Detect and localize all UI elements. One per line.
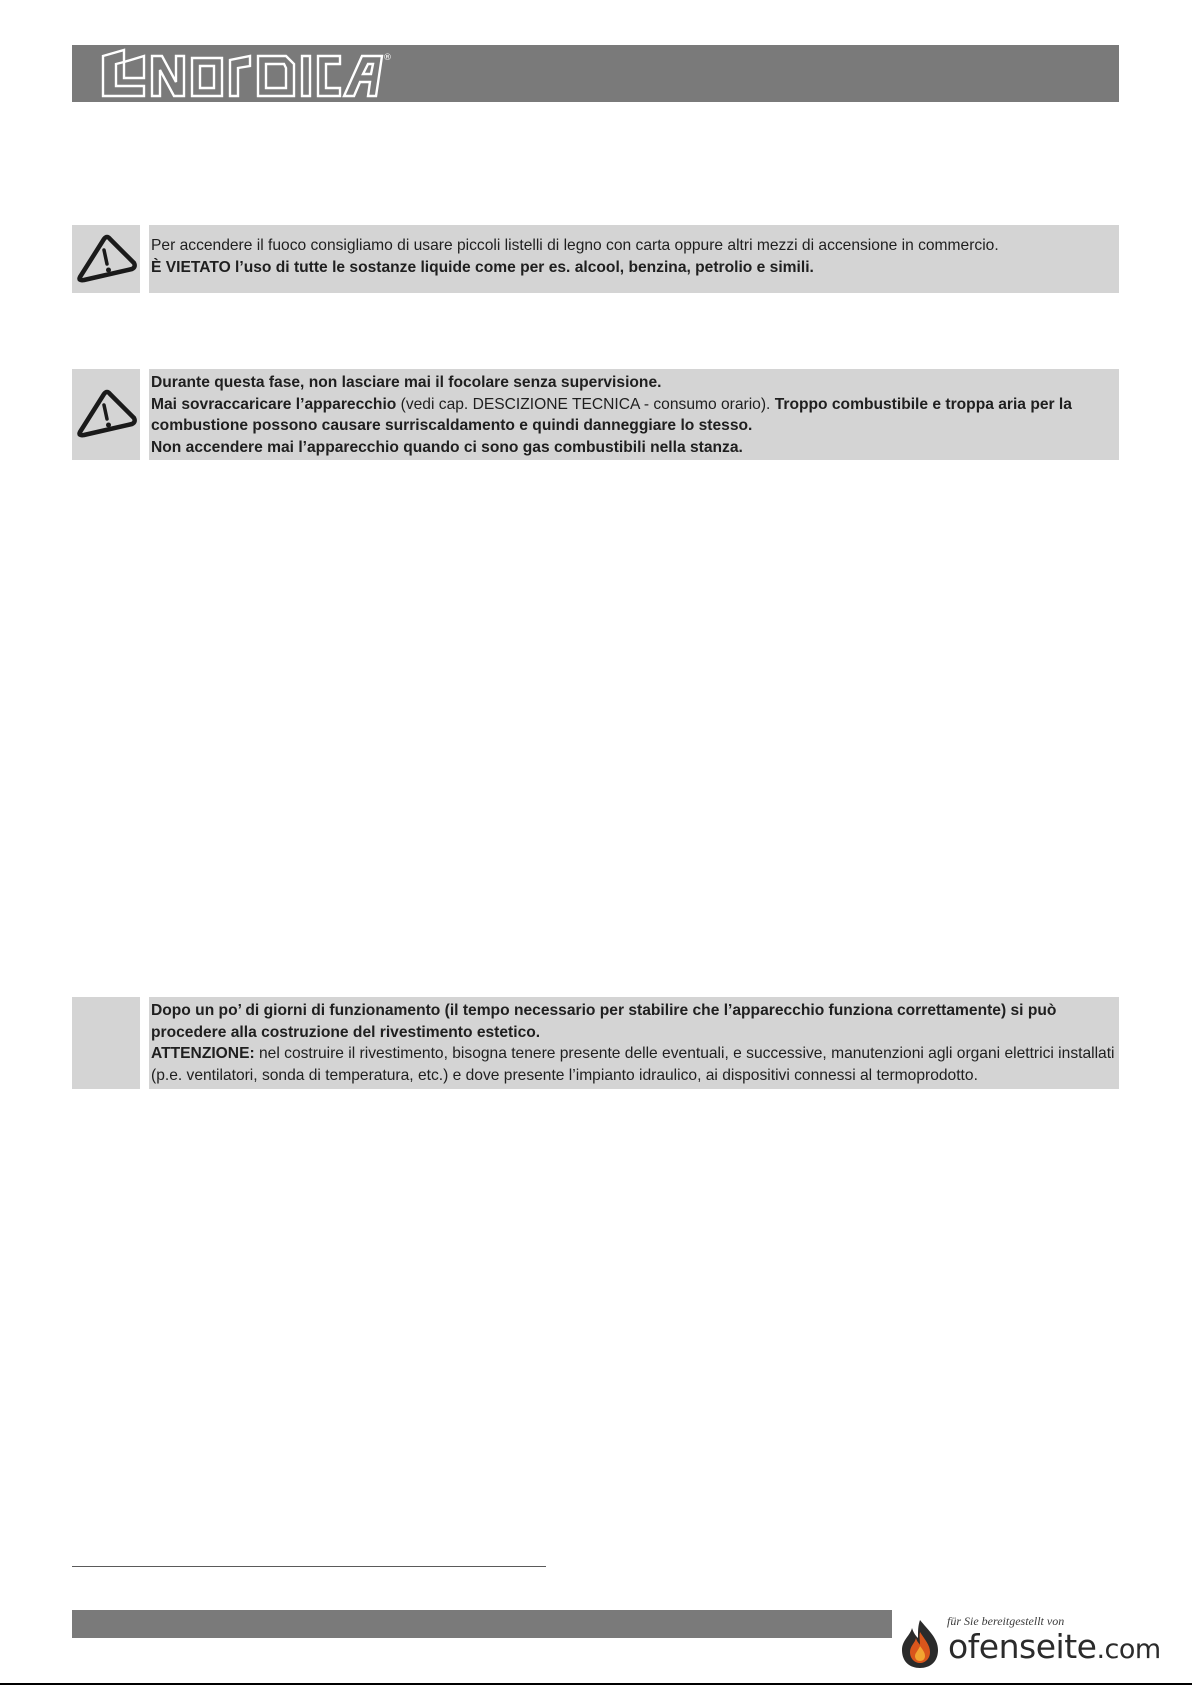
notice-sidebar — [72, 225, 140, 293]
notice-sidebar — [72, 997, 140, 1089]
page-footer-bar — [72, 1610, 892, 1638]
warning-triangle-icon — [74, 233, 138, 285]
notice-ignition — [72, 225, 1119, 293]
notice-text — [151, 372, 1119, 458]
notice-line: Durante questa fase, non lasciare mai il focolare senza supervisione. — [151, 374, 662, 391]
notice-line: Mai sovraccaricare l’apparecchio (vedi cap. DESCIZIONE TECNICA - consumo orario). Troppo combustibile e troppa aria per la combustione possono causare surriscaldamento e quindi danneggiare lo stesso. — [151, 395, 1072, 434]
notice-line: ATTENZIONE: nel costruire il rivestimento, bisogna tenere presente delle eventuali, e successive, manutenzioni agli organi elettrici installati (p.e. ventilatori, sonda di temperatura, etc.) e dove presente l’impianto idraulico, ai dispositivi connessi al termoprodotto. — [151, 1045, 1115, 1084]
brand-name: ofenseite.com — [948, 1627, 1161, 1666]
notice-text — [151, 1000, 1119, 1086]
nordica-logo — [100, 48, 390, 100]
notice-line: Dopo un po’ di giorni di funzionamento (il tempo necessario per stabilire che l’apparecchio funziona correttamente) si può procedere alla costruzione del rivestimento estetico. — [151, 1002, 1057, 1041]
notice-line: È VIETATO l’uso di tutte le sostanze liquide come per es. alcool, benzina, petrolio e simili. — [151, 258, 814, 276]
notice-text — [151, 235, 1119, 278]
logo-wordmark — [100, 48, 390, 100]
notice-line: Per accendere il fuoco consigliamo di usare piccoli listelli di legno con carta oppure altri mezzi di accensione in commercio. — [151, 237, 999, 254]
flame-logo-icon — [898, 1618, 942, 1670]
notice-sidebar — [72, 369, 140, 460]
ofenseite-brand — [898, 1612, 1188, 1672]
svg-text:®: ® — [383, 53, 392, 63]
brand-tagline: für Sie bereitgestellt von — [947, 1614, 1065, 1628]
notice-line: Non accendere mai l’apparecchio quando ci sono gas combustibili nella stanza. — [151, 438, 743, 456]
warning-triangle-icon — [74, 388, 138, 440]
page-header — [72, 45, 1119, 102]
notice-supervision — [72, 369, 1119, 460]
notice-cladding — [72, 997, 1119, 1089]
footnote-divider — [72, 1566, 546, 1567]
